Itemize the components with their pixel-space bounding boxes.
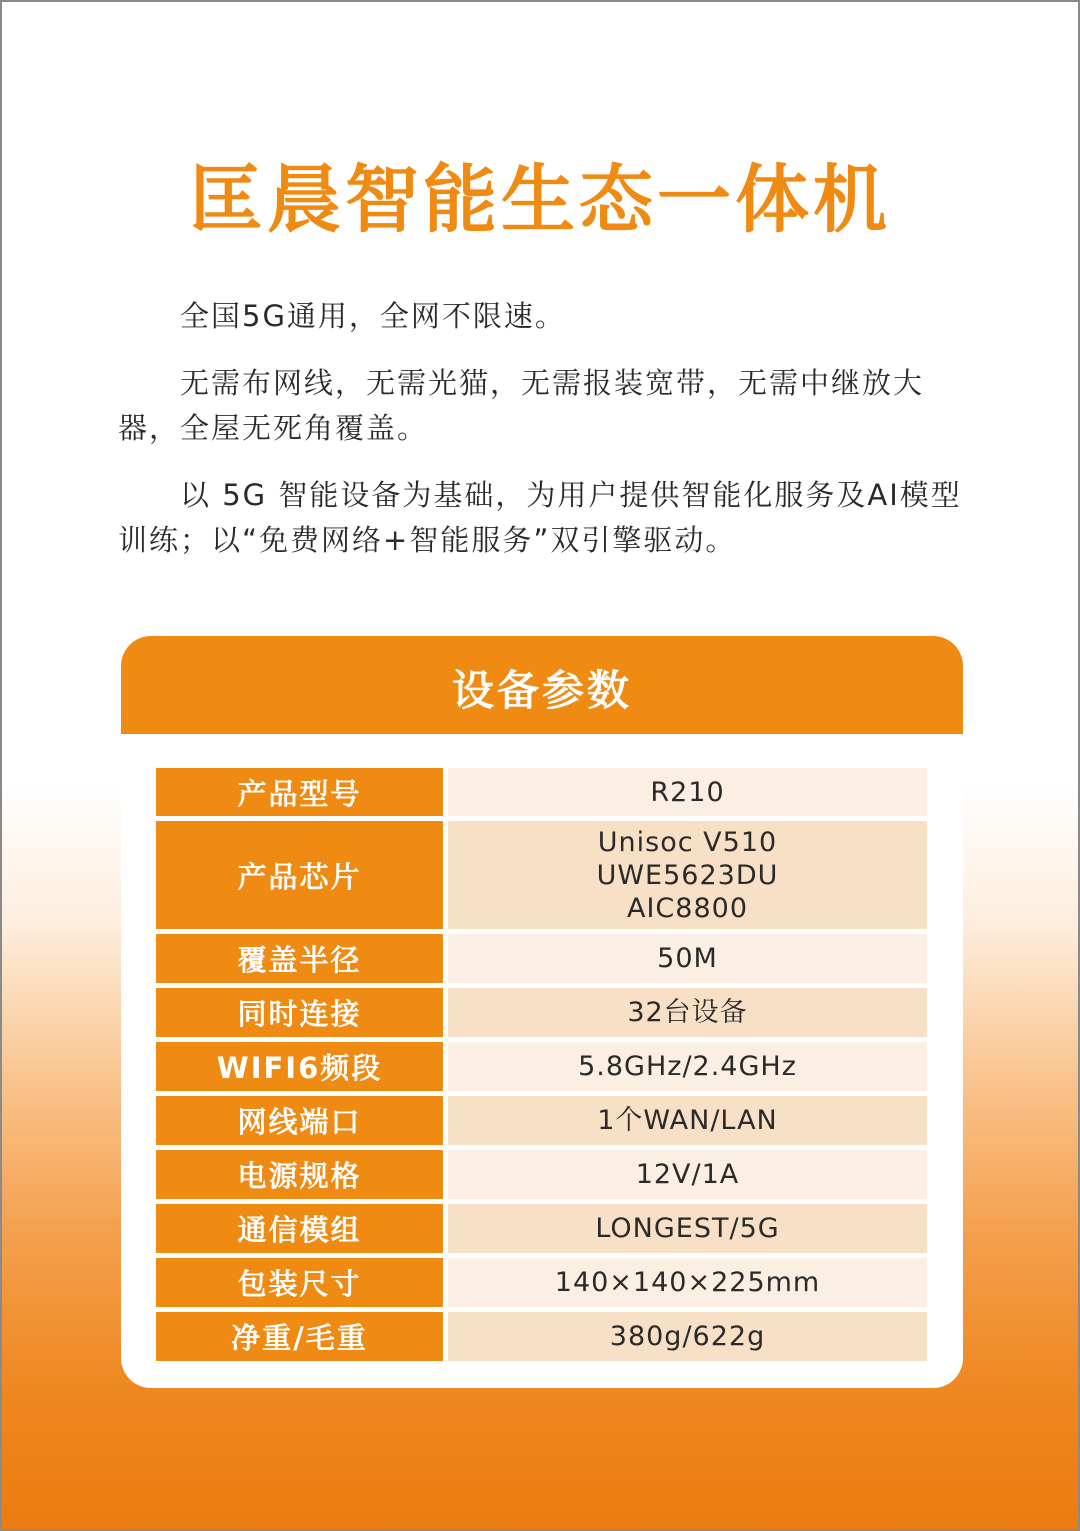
table-row: [156, 1096, 927, 1145]
value-line: R210: [650, 776, 725, 808]
value-line: AIC8800: [627, 892, 748, 924]
row-label: WIFI6频段: [156, 1042, 443, 1091]
value-line: 1个WAN/LAN: [597, 1105, 778, 1136]
table-row: [156, 1150, 927, 1199]
table-row: [156, 1204, 927, 1253]
intro-paragraph: 全国5G通用，全网不限速。: [180, 299, 566, 333]
row-label: 同时连接: [156, 988, 443, 1037]
value-line: 5.8GHz/2.4GHz: [578, 1051, 797, 1082]
table-row: [156, 1042, 927, 1091]
value-line: 380g/622g: [609, 1321, 766, 1352]
table-row: [156, 821, 927, 929]
row-value: [448, 1150, 927, 1199]
value-line: UWE5623DU: [596, 859, 779, 891]
row-value: [448, 1042, 927, 1091]
row-label: 电源规格: [156, 1150, 443, 1199]
row-label: 网线端口: [156, 1096, 443, 1145]
row-value: [448, 934, 927, 983]
params-table: [156, 768, 927, 1366]
row-label: 覆盖半径: [156, 934, 443, 983]
value-line: 12V/1A: [635, 1159, 740, 1190]
value-line: 50M: [657, 943, 718, 974]
value-line: LONGEST/5G: [595, 1213, 780, 1244]
value-line: 32台设备: [627, 997, 748, 1028]
table-row: [156, 988, 927, 1037]
row-label: 产品型号: [156, 768, 443, 816]
row-label: 产品芯片: [156, 821, 443, 929]
row-label: 通信模组: [156, 1204, 443, 1253]
row-value: [448, 768, 927, 816]
intro-paragraph: 以 5G 智能设备为基础，为用户提供智能化服务及AI模型训练；以“免费网络+智能服务”双引擎驱动。: [118, 478, 962, 557]
table-row: [156, 1312, 927, 1361]
row-value: [448, 988, 927, 1037]
value-line: 140×140×225mm: [554, 1267, 821, 1298]
row-value: [448, 1258, 927, 1307]
row-value: [448, 1312, 927, 1361]
table-row: [156, 768, 927, 816]
value-line: Unisoc V510: [597, 826, 778, 858]
table-row: [156, 934, 927, 983]
page-title: 匡晨智能生态一体机: [189, 157, 891, 243]
params-heading: 设备参数: [121, 636, 963, 734]
row-label: 包装尺寸: [156, 1258, 443, 1307]
row-label: 净重/毛重: [156, 1312, 443, 1361]
params-card: [121, 636, 963, 1388]
intro-text: [118, 294, 968, 585]
row-value: [448, 821, 927, 929]
row-value: [448, 1096, 927, 1145]
row-value: [448, 1204, 927, 1253]
intro-paragraph: 无需布网线，无需光猫，无需报装宽带，无需中继放大器，全屋无死角覆盖。: [118, 366, 925, 445]
table-row: [156, 1258, 927, 1307]
